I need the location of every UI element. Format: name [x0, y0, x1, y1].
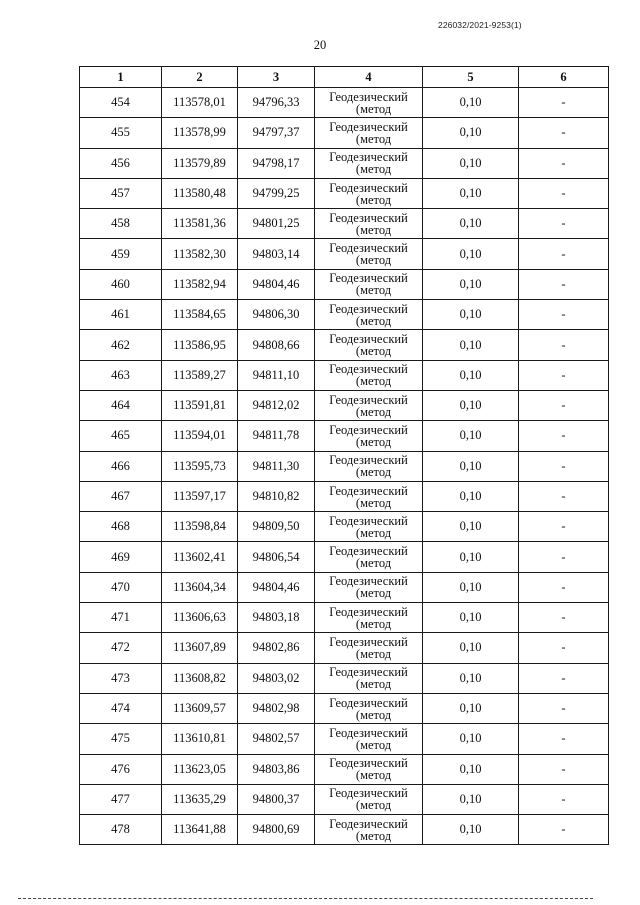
table-row	[80, 693, 609, 723]
coordinate-y-cell: 94799,25	[238, 178, 315, 208]
method-cell	[315, 209, 423, 239]
coordinate-y-cell: 94801,25	[238, 209, 315, 239]
coordinate-x-cell: 113598,84	[162, 512, 238, 542]
point-number-cell: 456	[80, 148, 162, 178]
point-number-cell: 473	[80, 663, 162, 693]
coordinate-y-cell: 94803,02	[238, 663, 315, 693]
point-number-cell: 477	[80, 784, 162, 814]
method-cell	[315, 360, 423, 390]
accuracy-cell: 0,10	[423, 390, 519, 420]
table-row	[80, 784, 609, 814]
accuracy-cell: 0,10	[423, 239, 519, 269]
coordinate-y-cell: 94806,30	[238, 300, 315, 330]
coordinate-y-cell: 94802,57	[238, 724, 315, 754]
note-cell: -	[519, 542, 609, 572]
method-cell	[315, 300, 423, 330]
coordinate-x-cell: 113608,82	[162, 663, 238, 693]
coordinate-x-cell: 113591,81	[162, 390, 238, 420]
note-cell: -	[519, 754, 609, 784]
note-cell: -	[519, 360, 609, 390]
table-row	[80, 633, 609, 663]
note-cell: -	[519, 421, 609, 451]
point-number-cell: 468	[80, 512, 162, 542]
method-line-2: (метод	[355, 616, 392, 631]
accuracy-cell: 0,10	[423, 481, 519, 511]
table-row	[80, 269, 609, 299]
method-line-2: (метод	[355, 798, 392, 813]
method-line-1: Геодезический	[329, 180, 408, 195]
method-line-2: (метод	[355, 828, 392, 843]
method-line-1: Геодезический	[329, 362, 408, 377]
document-id: 226032/2021-9253(1)	[438, 20, 522, 30]
method-cell	[315, 784, 423, 814]
coordinate-x-cell: 113594,01	[162, 421, 238, 451]
method-line-1: Геодезический	[329, 150, 408, 165]
coordinate-x-cell: 113602,41	[162, 542, 238, 572]
method-cell	[315, 693, 423, 723]
accuracy-cell: 0,10	[423, 148, 519, 178]
coordinate-x-cell: 113604,34	[162, 572, 238, 602]
point-number-cell: 476	[80, 754, 162, 784]
method-line-1: Геодезический	[329, 634, 408, 649]
coordinate-y-cell: 94809,50	[238, 512, 315, 542]
point-number-cell: 471	[80, 603, 162, 633]
coordinate-y-cell: 94798,17	[238, 148, 315, 178]
point-number-cell: 467	[80, 481, 162, 511]
coordinate-y-cell: 94811,78	[238, 421, 315, 451]
method-line-2: (метод	[355, 737, 392, 752]
table-row	[80, 724, 609, 754]
accuracy-cell: 0,10	[423, 360, 519, 390]
point-number-cell: 474	[80, 693, 162, 723]
method-line-1: Геодезический	[329, 392, 408, 407]
method-line-1: Геодезический	[329, 241, 408, 256]
point-number-cell: 455	[80, 118, 162, 148]
method-cell	[315, 178, 423, 208]
coordinate-y-cell: 94802,98	[238, 693, 315, 723]
coordinate-x-cell: 113582,30	[162, 239, 238, 269]
coordinate-y-cell: 94796,33	[238, 88, 315, 118]
accuracy-cell: 0,10	[423, 784, 519, 814]
note-cell: -	[519, 815, 609, 845]
table-row	[80, 88, 609, 118]
method-line-1: Геодезический	[329, 786, 408, 801]
coordinate-x-cell: 113606,63	[162, 603, 238, 633]
accuracy-cell: 0,10	[423, 633, 519, 663]
method-line-2: (метод	[355, 525, 392, 540]
column-header-4: 4	[315, 67, 423, 88]
accuracy-cell: 0,10	[423, 693, 519, 723]
column-header-1: 1	[80, 67, 162, 88]
accuracy-cell: 0,10	[423, 754, 519, 784]
method-line-2: (метод	[355, 313, 392, 328]
point-number-cell: 469	[80, 542, 162, 572]
note-cell: -	[519, 269, 609, 299]
accuracy-cell: 0,10	[423, 815, 519, 845]
method-line-1: Геодезический	[329, 665, 408, 680]
accuracy-cell: 0,10	[423, 330, 519, 360]
point-number-cell: 458	[80, 209, 162, 239]
coordinate-x-cell: 113597,17	[162, 481, 238, 511]
method-line-1: Геодезический	[329, 301, 408, 316]
accuracy-cell: 0,10	[423, 209, 519, 239]
method-line-1: Геодезический	[329, 332, 408, 347]
method-line-2: (метод	[355, 495, 392, 510]
column-header-3: 3	[238, 67, 315, 88]
column-header-2: 2	[162, 67, 238, 88]
point-number-cell: 460	[80, 269, 162, 299]
coordinate-x-cell: 113586,95	[162, 330, 238, 360]
method-line-2: (метод	[355, 344, 392, 359]
coordinate-y-cell: 94802,86	[238, 633, 315, 663]
point-number-cell: 454	[80, 88, 162, 118]
note-cell: -	[519, 572, 609, 602]
method-cell	[315, 481, 423, 511]
coordinate-x-cell: 113579,89	[162, 148, 238, 178]
accuracy-cell: 0,10	[423, 269, 519, 299]
accuracy-cell: 0,10	[423, 421, 519, 451]
coordinate-x-cell: 113641,88	[162, 815, 238, 845]
note-cell: -	[519, 512, 609, 542]
table-row	[80, 300, 609, 330]
method-line-1: Геодезический	[329, 483, 408, 498]
column-header-5: 5	[423, 67, 519, 88]
note-cell: -	[519, 148, 609, 178]
method-line-1: Геодезический	[329, 119, 408, 134]
method-line-2: (метод	[355, 222, 392, 237]
coordinate-y-cell: 94808,66	[238, 330, 315, 360]
method-cell	[315, 815, 423, 845]
method-line-1: Геодезический	[329, 544, 408, 559]
table-row	[80, 603, 609, 633]
note-cell: -	[519, 178, 609, 208]
table-row	[80, 148, 609, 178]
method-line-2: (метод	[355, 556, 392, 571]
table-row	[80, 512, 609, 542]
coordinates-table	[79, 66, 609, 845]
page-number: 20	[313, 38, 327, 52]
method-line-2: (метод	[355, 646, 392, 661]
coordinate-y-cell: 94800,69	[238, 815, 315, 845]
method-line-2: (метод	[355, 404, 392, 419]
accuracy-cell: 0,10	[423, 663, 519, 693]
coordinate-x-cell: 113610,81	[162, 724, 238, 754]
table-row	[80, 754, 609, 784]
method-line-1: Геодезический	[329, 422, 408, 437]
coordinate-x-cell: 113595,73	[162, 451, 238, 481]
method-cell	[315, 603, 423, 633]
method-cell	[315, 754, 423, 784]
table-row	[80, 330, 609, 360]
method-line-2: (метод	[355, 677, 392, 692]
method-line-1: Геодезический	[329, 756, 408, 771]
column-header-6: 6	[519, 67, 609, 88]
coordinate-y-cell: 94803,18	[238, 603, 315, 633]
method-cell	[315, 724, 423, 754]
coordinate-y-cell: 94811,30	[238, 451, 315, 481]
table-row	[80, 178, 609, 208]
method-line-2: (метод	[355, 374, 392, 389]
method-cell	[315, 633, 423, 663]
method-cell	[315, 88, 423, 118]
point-number-cell: 470	[80, 572, 162, 602]
note-cell: -	[519, 724, 609, 754]
coordinate-x-cell: 113635,29	[162, 784, 238, 814]
note-cell: -	[519, 239, 609, 269]
table-row	[80, 390, 609, 420]
table-row	[80, 815, 609, 845]
coordinate-x-cell: 113581,36	[162, 209, 238, 239]
method-line-1: Геодезический	[329, 574, 408, 589]
coordinate-y-cell: 94803,86	[238, 754, 315, 784]
method-line-1: Геодезический	[329, 816, 408, 831]
method-line-1: Геодезический	[329, 725, 408, 740]
point-number-cell: 475	[80, 724, 162, 754]
method-line-2: (метод	[355, 162, 392, 177]
table-row	[80, 118, 609, 148]
note-cell: -	[519, 300, 609, 330]
point-number-cell: 464	[80, 390, 162, 420]
method-cell	[315, 663, 423, 693]
coordinate-x-cell: 113589,27	[162, 360, 238, 390]
table-row	[80, 481, 609, 511]
coordinate-x-cell: 113623,05	[162, 754, 238, 784]
coordinate-y-cell: 94800,37	[238, 784, 315, 814]
method-line-2: (метод	[355, 434, 392, 449]
method-line-2: (метод	[355, 253, 392, 268]
coordinate-y-cell: 94812,02	[238, 390, 315, 420]
accuracy-cell: 0,10	[423, 572, 519, 602]
method-cell	[315, 148, 423, 178]
page-bottom-divider	[18, 898, 593, 899]
method-line-1: Геодезический	[329, 513, 408, 528]
method-cell	[315, 390, 423, 420]
method-line-1: Геодезический	[329, 695, 408, 710]
coordinate-x-cell: 113582,94	[162, 269, 238, 299]
point-number-cell: 457	[80, 178, 162, 208]
method-line-2: (метод	[355, 131, 392, 146]
method-line-2: (метод	[355, 465, 392, 480]
method-line-2: (метод	[355, 707, 392, 722]
method-cell	[315, 512, 423, 542]
method-line-2: (метод	[355, 192, 392, 207]
point-number-cell: 461	[80, 300, 162, 330]
method-line-1: Геодезический	[329, 271, 408, 286]
accuracy-cell: 0,10	[423, 542, 519, 572]
coordinate-x-cell: 113580,48	[162, 178, 238, 208]
coordinate-y-cell: 94810,82	[238, 481, 315, 511]
coordinate-x-cell: 113578,99	[162, 118, 238, 148]
coordinate-y-cell: 94806,54	[238, 542, 315, 572]
method-cell	[315, 451, 423, 481]
method-line-1: Геодезический	[329, 453, 408, 468]
method-line-1: Геодезический	[329, 604, 408, 619]
accuracy-cell: 0,10	[423, 178, 519, 208]
point-number-cell: 472	[80, 633, 162, 663]
note-cell: -	[519, 390, 609, 420]
table-body	[80, 88, 609, 845]
note-cell: -	[519, 663, 609, 693]
point-number-cell: 459	[80, 239, 162, 269]
coordinate-x-cell: 113609,57	[162, 693, 238, 723]
table-row	[80, 663, 609, 693]
note-cell: -	[519, 481, 609, 511]
method-cell	[315, 239, 423, 269]
accuracy-cell: 0,10	[423, 300, 519, 330]
table-row	[80, 572, 609, 602]
coordinate-x-cell: 113584,65	[162, 300, 238, 330]
table-row	[80, 360, 609, 390]
table-row	[80, 542, 609, 572]
accuracy-cell: 0,10	[423, 724, 519, 754]
method-cell	[315, 269, 423, 299]
note-cell: -	[519, 693, 609, 723]
coordinate-y-cell: 94804,46	[238, 572, 315, 602]
point-number-cell: 465	[80, 421, 162, 451]
method-cell	[315, 118, 423, 148]
table-header-row	[80, 67, 609, 88]
coordinate-y-cell: 94803,14	[238, 239, 315, 269]
accuracy-cell: 0,10	[423, 118, 519, 148]
accuracy-cell: 0,10	[423, 451, 519, 481]
method-line-2: (метод	[355, 283, 392, 298]
note-cell: -	[519, 88, 609, 118]
note-cell: -	[519, 633, 609, 663]
note-cell: -	[519, 209, 609, 239]
accuracy-cell: 0,10	[423, 512, 519, 542]
method-line-1: Геодезический	[329, 210, 408, 225]
point-number-cell: 466	[80, 451, 162, 481]
table-row	[80, 209, 609, 239]
note-cell: -	[519, 330, 609, 360]
point-number-cell: 463	[80, 360, 162, 390]
note-cell: -	[519, 784, 609, 814]
method-cell	[315, 421, 423, 451]
method-cell	[315, 542, 423, 572]
note-cell: -	[519, 451, 609, 481]
table-row	[80, 239, 609, 269]
coordinate-x-cell: 113578,01	[162, 88, 238, 118]
method-line-2: (метод	[355, 768, 392, 783]
point-number-cell: 462	[80, 330, 162, 360]
coordinate-y-cell: 94797,37	[238, 118, 315, 148]
method-cell	[315, 572, 423, 602]
method-cell	[315, 330, 423, 360]
accuracy-cell: 0,10	[423, 603, 519, 633]
coordinate-y-cell: 94811,10	[238, 360, 315, 390]
table-row	[80, 451, 609, 481]
coordinate-x-cell: 113607,89	[162, 633, 238, 663]
note-cell: -	[519, 603, 609, 633]
accuracy-cell: 0,10	[423, 88, 519, 118]
point-number-cell: 478	[80, 815, 162, 845]
table-row	[80, 421, 609, 451]
note-cell: -	[519, 118, 609, 148]
coordinate-y-cell: 94804,46	[238, 269, 315, 299]
method-line-1: Геодезический	[329, 89, 408, 104]
method-line-2: (метод	[355, 101, 392, 116]
method-line-2: (метод	[355, 586, 392, 601]
